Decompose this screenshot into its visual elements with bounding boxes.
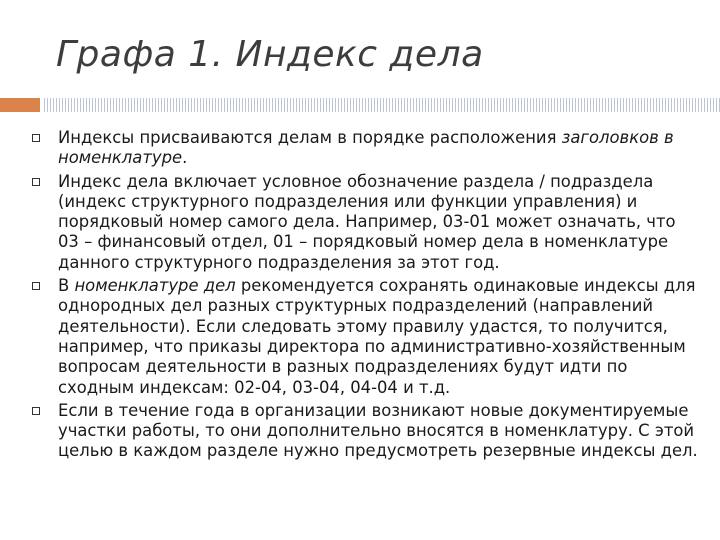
bullet-text-run: Индексы присваиваются делам в порядке расположения <box>58 128 562 147</box>
square-bullet-icon <box>32 178 40 186</box>
square-bullet-icon <box>32 134 40 142</box>
square-bullet-icon <box>32 407 40 415</box>
bullet-text <box>58 401 698 461</box>
bullet-item <box>30 401 698 462</box>
bullet-text <box>58 276 695 396</box>
bullet-text-run: рекомендуется сохранять одинаковые индексы для однородных дел разных структурных подразделений (направлений деятельности). Если следовать этому правилу удастся, то получится, например, что приказы директора по административно-хозяйственным вопросам деятельности в разных подразделениях будут идти по сходным индексам: 02-04, 03-04, 04-04 и т.д. <box>58 276 696 397</box>
bullet-text-italic-run: номенклатуре дел <box>74 276 236 296</box>
bullet-list <box>30 128 698 465</box>
bullet-item <box>30 172 698 273</box>
bullet-text-run: Если в течение года в организации возникают новые документируемые участки работы, то они дополнительно вносятся в номенклатуру. С этой целью в каждом разделе нужно предусмотреть резервные индексы дел. <box>58 400 698 461</box>
bullet-text-run: . <box>182 148 188 168</box>
bullet-text-italic-run: заголовков в номенклатуре <box>58 128 674 168</box>
slide-title: Графа 1. Индекс дела <box>56 34 484 75</box>
bullet-item <box>30 276 698 398</box>
square-bullet-icon <box>32 282 40 290</box>
divider-accent-block <box>0 98 40 112</box>
bullet-text <box>58 128 674 167</box>
bullet-item <box>30 128 698 169</box>
divider-pattern <box>44 98 720 112</box>
title-divider <box>0 98 720 112</box>
bullet-text-run: В <box>58 276 75 296</box>
bullet-text-run: Индекс дела включает условное обозначение раздела / подраздела (индекс структурного подразделения или функции управления) и порядковый номер самого дела. Например, 03-01 может означать, что 03 – финансовый отдел, 01 – порядковый номер дела в номенклатуре данного структурного подразделения за этот год. <box>58 171 676 272</box>
bullet-text <box>58 172 676 272</box>
